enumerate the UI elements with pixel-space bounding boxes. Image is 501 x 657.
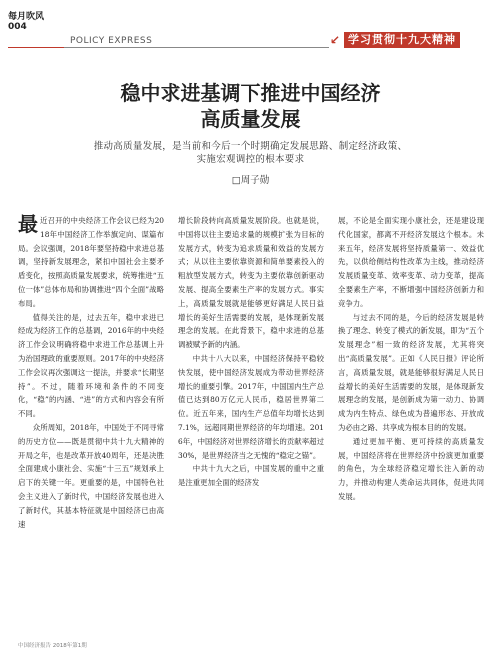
magazine-name: 每月吹风 [8,12,45,22]
title-line-2: 高质量发展 [200,107,301,131]
header-divider [64,47,329,48]
subtitle-line-2: 实施宏观调控的根本要求 [196,154,305,165]
column-1 [18,214,164,634]
paragraph: 值得关注的是，过去五年，稳中求进已经成为经济工作的总基调，2016年的中央经济工作会议明确将稳中求进工作总基调上升为治国理政的重要原则。2017年的中央经济工作会议再次强调这一提法，并要求“长期坚持”。不过，随着环境和条件的不同变化，“稳”的内涵、“进”的方式和内容会有所不同。 [18,312,164,419]
paragraph: 最近召开的中央经济工作会议已经为2018年中国经济工作举旗定向、谋篇布局。会议强调，2018年要坚持稳中求进总基调，坚持新发展理念，紧扣中国社会主要矛盾变化，按照高质量发展要求，统筹推进“五位一体”总体布局和协调推进“四个全面”战略布局。 [18,214,164,308]
column-2 [178,214,324,634]
title-line-1: 稳中求进基调下推进中国经济 [120,81,381,105]
section-banner [330,32,490,48]
page-number: 004 [8,22,27,32]
magazine-tag [8,12,44,32]
arrow-icon: ↙ [330,33,341,47]
article-body [18,214,484,634]
paragraph: 展，不论是全面实现小康社会，还是建设现代化国家，都离不开经济发展这个根本。未来五年，经济发展将坚持质量第一、效益优先，以供给侧结构性改革为主线，推动经济发展质量变革、效率变革、动力变革，提高全要素生产率，不断增强中国经济创新力和竞争力。 [338,216,484,308]
paragraph: 与过去不同的是，今后的经济发展是转换了理念、转变了模式的新发展，即为“五个发展理念”相一致的经济发展，尤其将突出“高质量发展”。正如《人民日报》评论所言，高质量发展，就是能够很好满足人民日益增长的美好生活需要的发展，是体现新发展理念的发展，是创新成为第一动力、协调成为内生特点、绿色成为普遍形态、开放成为必由之路、共享成为根本目的的发展。 [338,312,484,432]
page-footer: 中国经济报告 2018年第1期 [18,643,87,649]
subtitle-line-1: 推动高质量发展，是当前和今后一个时期确定发展思路、制定经济政策、 [93,141,408,152]
article-author: □周子勋 [231,175,270,186]
article-subtitle [0,140,501,166]
banner-text: 学习贯彻十九大精神 [344,32,460,48]
paragraph: 中共十八大以来，中国经济保持平稳较快发展，使中国经济发展成为带动世界经济增长的重要引擎。2017年，中国国内生产总值已达到80万亿元人民币，稳居世界第二位。近五年来，国内生产总值年均增长达到7.1%，远超同期世界经济的年均增速。2016年，中国经济对世界经济增长的贡献率超过30%，是世界经济当之无愧的“稳定之锚”。 [178,353,324,460]
paragraph: 众所周知，2018年，中国处于不同寻常的历史方位——既是贯彻中共十九大精神的开局之年，也是改革开放40周年，还是决胜全面建成小康社会、实施“十三五”规划承上启下的关键一年。更重要的是，中国特色社会主义进入了新时代，中国经济发展也进入了新时代，其基本特征就是中国经济已由高速 [18,422,164,529]
paragraph: 中共十九大之后，中国发展的重中之重是注重更加全面的经济发 [178,464,324,488]
drop-cap: 最 [18,214,38,236]
paragraph: 通过更加平衡、更可持续的高质量发展，中国经济将在世界经济中扮演更加重要的角色，为全球经济稳定增长注入新的动力，并推动构建人类命运共同体，促进共同发展。 [338,436,484,501]
section-title-en: POLICY EXPRESS [70,36,153,46]
page-header [0,0,501,47]
header-accent-rule [8,47,64,48]
column-3 [338,214,484,634]
paragraph: 增长阶段转向高质量发展阶段。也就是说，中国将以往主要追求量的规模扩张为目标的发展方式，转变为追求质量和效益的发展方式；从以往主要依靠资源和简单要素投入的粗放型发展方式，转变为主要依靠创新驱动发展、提高全要素生产率的发展方式。事实上，高质量发展就是能够更好满足人民日益增长的美好生活需要的发展，是体现新发展理念的发展。在此背景下，稳中求进的总基调被赋予新的内涵。 [178,216,324,350]
article-title [0,80,501,132]
